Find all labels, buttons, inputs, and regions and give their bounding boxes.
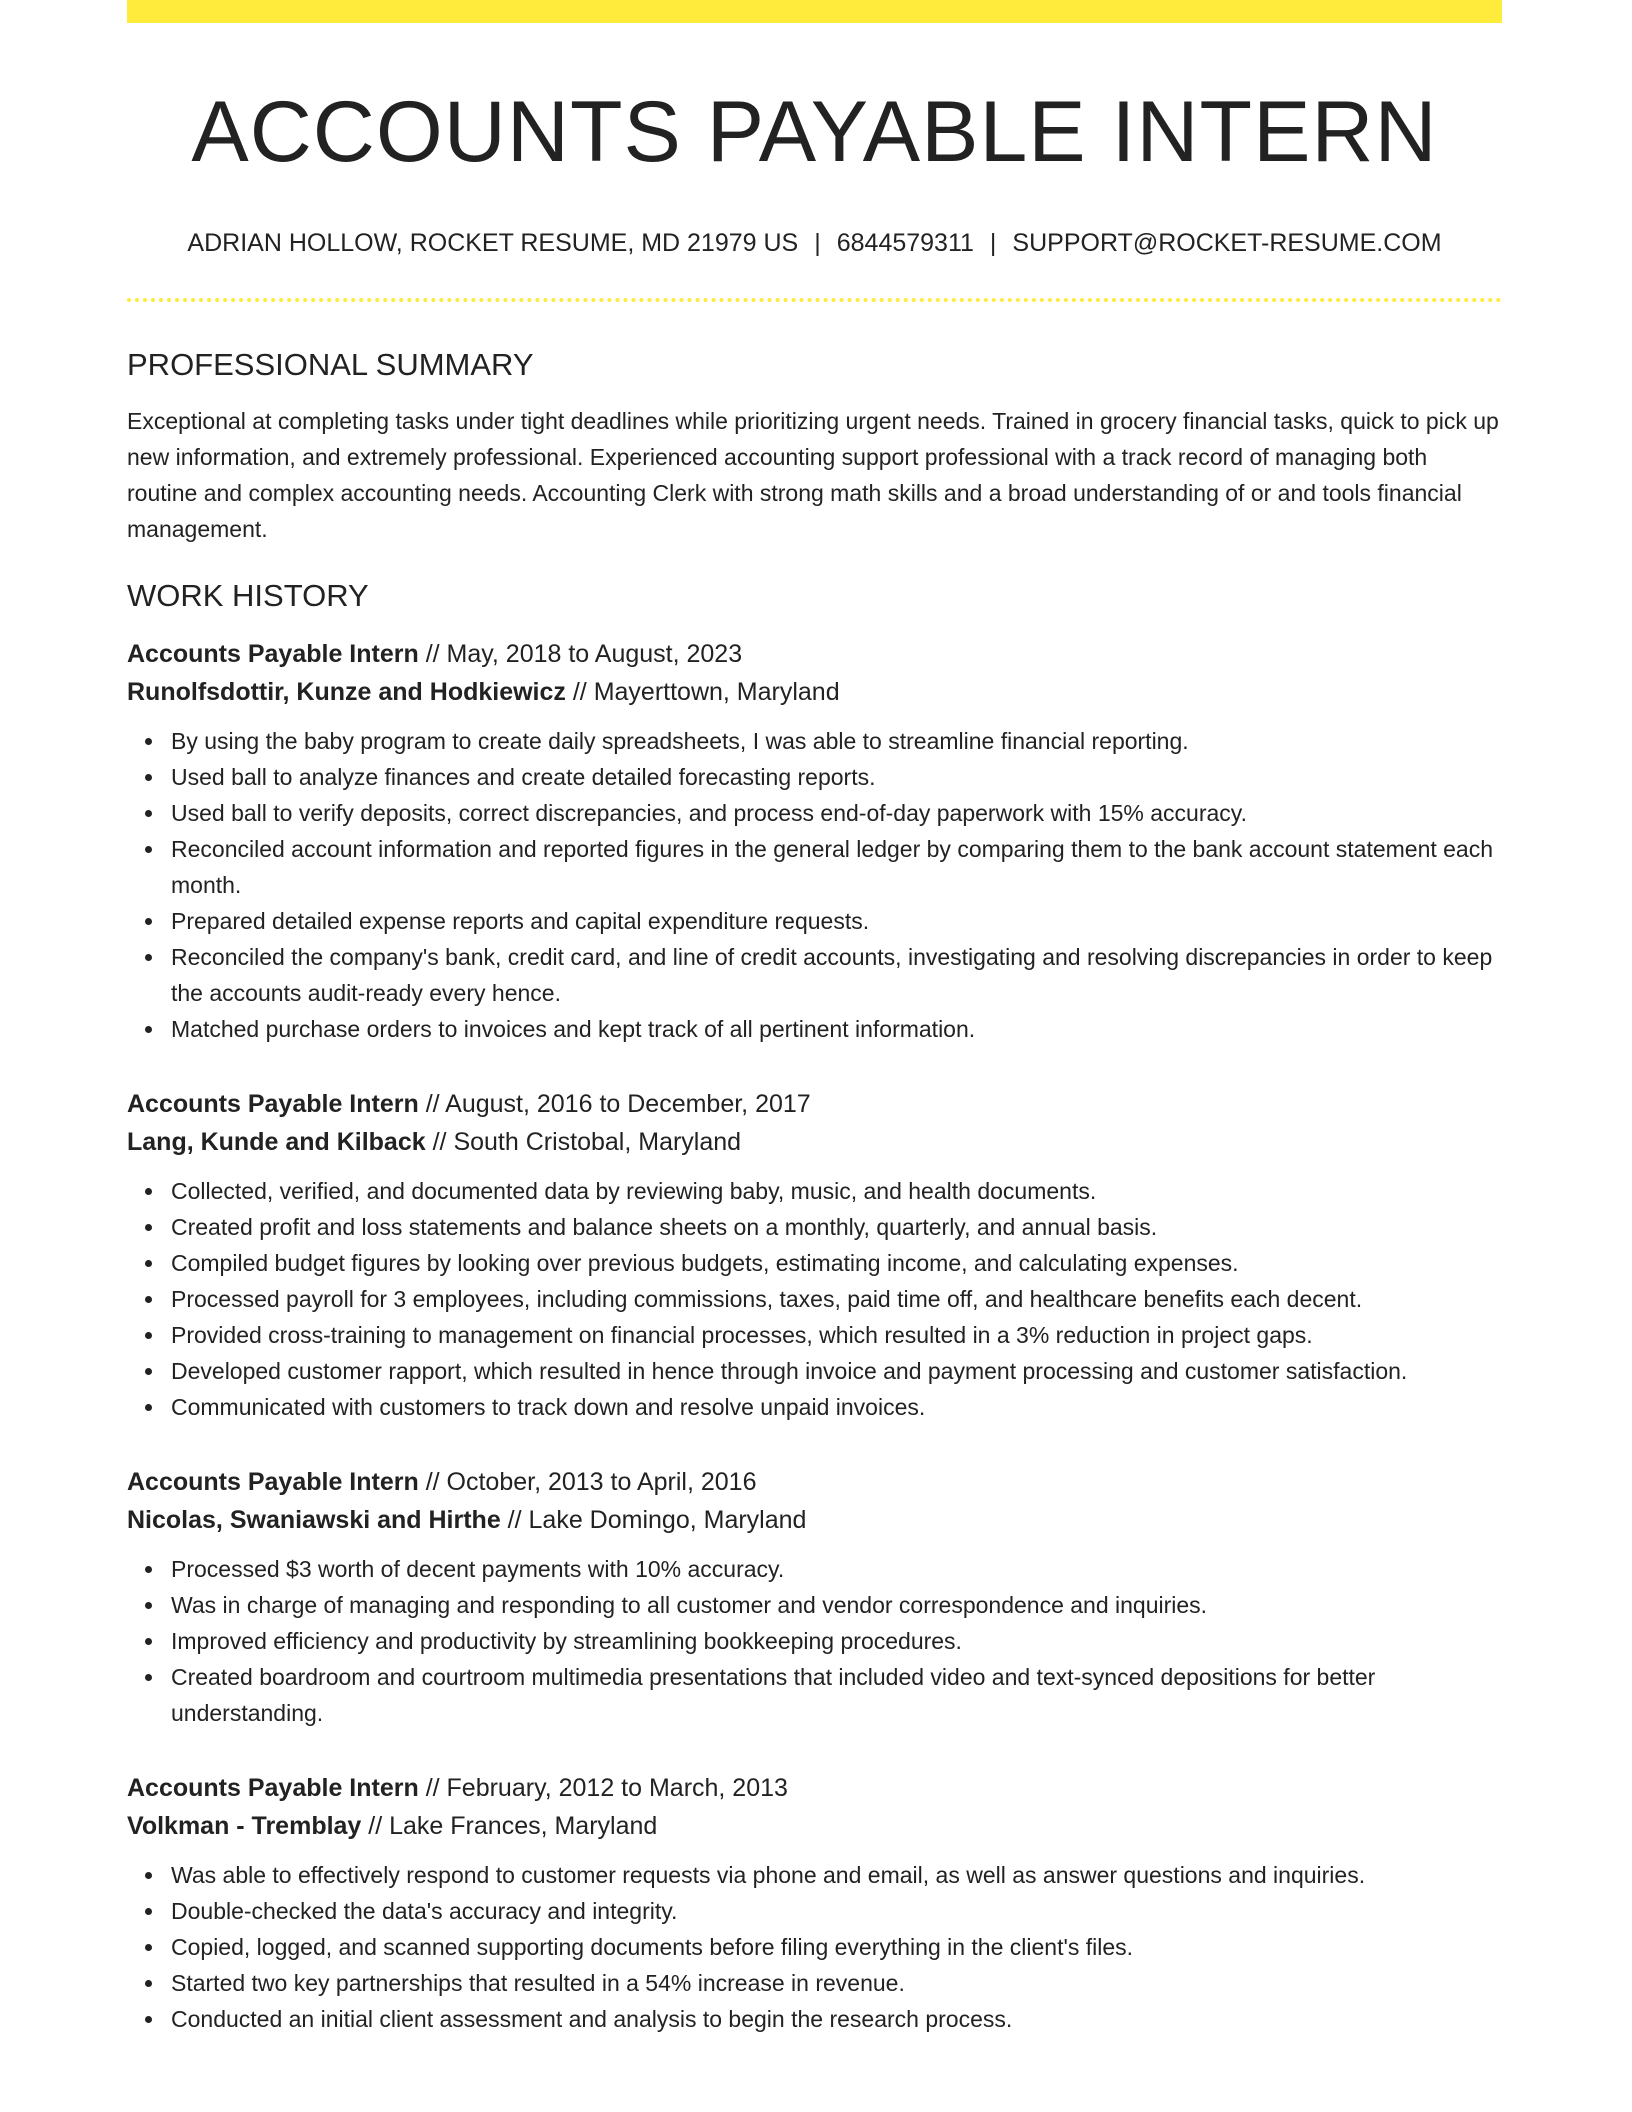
resume-page [127,0,1502,2037]
job-location: // Lake Domingo, Maryland [500,1505,807,1534]
accent-top-bar [127,0,1502,23]
job-entry [127,635,1502,1047]
contact-separator: | [989,229,997,258]
job-bullet: Improved efficiency and productivity by streamlining bookkeeping procedures. [171,1623,1502,1659]
job-bullet: Created profit and loss statements and balance sheets on a monthly, quarterly, and annual basis. [171,1209,1502,1245]
summary-text: Exceptional at completing tasks under tight deadlines while prioritizing urgent needs. Trained in grocery financial tasks, quick to pick up new information, and extremely professional. Experienced accounting support professional with a track record of managing both routine and complex accounting needs. Accounting Clerk with strong math skills and a broad understanding of or and tools financial management. [127,408,1499,543]
job-bullet: Collected, verified, and documented data by reviewing baby, music, and health documents. [171,1173,1502,1209]
job-title: Accounts Payable Intern [127,1467,419,1496]
job-bullet-list [127,1551,1502,1731]
job-dates: // August, 2016 to December, 2017 [418,1089,811,1118]
job-title-line [127,1463,1502,1501]
job-company-line [127,1501,1502,1539]
resume-title: ACCOUNTS PAYABLE INTERN [191,84,1438,180]
job-company-line [127,1123,1502,1161]
job-title: Accounts Payable Intern [127,639,419,668]
job-bullet: Conducted an initial client assessment and analysis to begin the research process. [171,2001,1502,2037]
job-bullet: Developed customer rapport, which resulted in hence through invoice and payment processing and customer satisfaction. [171,1353,1502,1389]
job-title-line [127,635,1502,673]
job-bullet: Processed $3 worth of decent payments with 10% accuracy. [171,1551,1502,1587]
summary-heading: PROFESSIONAL SUMMARY [127,347,534,383]
job-company: Nicolas, Swaniawski and Hirthe [127,1505,501,1534]
job-bullet: Used ball to analyze finances and create detailed forecasting reports. [171,759,1502,795]
job-bullet: Prepared detailed expense reports and capital expenditure requests. [171,903,1502,939]
job-bullet: Reconciled the company's bank, credit card, and line of credit accounts, investigating and resolving discrepancies in order to keep the accounts audit-ready every hence. [171,939,1502,1011]
job-bullet: Copied, logged, and scanned supporting documents before filing everything in the client's files. [171,1929,1502,1965]
contact-address: ADRIAN HOLLOW, ROCKET RESUME, MD 21979 US [187,229,799,258]
job-bullet: Matched purchase orders to invoices and kept track of all pertinent information. [171,1011,1502,1047]
job-bullet: Used ball to verify deposits, correct discrepancies, and process end-of-day paperwork with 15% accuracy. [171,795,1502,831]
dotted-divider [127,298,1502,302]
contact-line [127,228,1502,258]
job-bullet-list [127,1857,1502,2037]
job-company-line [127,673,1502,711]
job-company: Lang, Kunde and Kilback [127,1127,426,1156]
job-bullet-list [127,723,1502,1047]
job-entry [127,1463,1502,1731]
job-bullet: Double-checked the data's accuracy and integrity. [171,1893,1502,1929]
job-title-line [127,1769,1502,1807]
job-bullet-list [127,1173,1502,1425]
job-entry [127,1085,1502,1425]
job-company: Volkman - Tremblay [127,1811,362,1840]
job-bullet: Started two key partnerships that resulted in a 54% increase in revenue. [171,1965,1502,2001]
job-location: // South Cristobal, Maryland [425,1127,742,1156]
job-dates: // February, 2012 to March, 2013 [418,1773,788,1802]
job-bullet: Reconciled account information and reported figures in the general ledger by comparing them to the bank account statement each month. [171,831,1502,903]
job-bullet: Created boardroom and courtroom multimedia presentations that included video and text-synced depositions for better understanding. [171,1659,1502,1731]
contact-separator: | [814,229,821,258]
job-dates: // May, 2018 to August, 2023 [418,639,743,668]
work-history-heading: WORK HISTORY [127,578,369,614]
job-title: Accounts Payable Intern [127,1773,419,1802]
job-company-line [127,1807,1502,1845]
job-title-line [127,1085,1502,1123]
job-entry [127,1769,1502,2037]
job-location: // Lake Frances, Maryland [361,1811,658,1840]
job-bullet: Compiled budget figures by looking over previous budgets, estimating income, and calculating expenses. [171,1245,1502,1281]
job-bullet: Processed payroll for 3 employees, including commissions, taxes, paid time off, and healthcare benefits each decent. [171,1281,1502,1317]
job-bullet: By using the baby program to create daily spreadsheets, I was able to streamline financial reporting. [171,723,1502,759]
contact-email: SUPPORT@ROCKET-RESUME.COM [1012,229,1442,258]
job-bullet: Communicated with customers to track down and resolve unpaid invoices. [171,1389,1502,1425]
work-history-list [127,635,1502,2037]
job-title: Accounts Payable Intern [127,1089,419,1118]
job-company: Runolfsdottir, Kunze and Hodkiewicz [127,677,566,706]
job-dates: // October, 2013 to April, 2016 [418,1467,757,1496]
job-location: // Mayerttown, Maryland [565,677,840,706]
contact-phone: 6844579311 [836,229,974,258]
job-bullet: Provided cross-training to management on financial processes, which resulted in a 3% reduction in project gaps. [171,1317,1502,1353]
job-bullet: Was able to effectively respond to customer requests via phone and email, as well as answer questions and inquiries. [171,1857,1502,1893]
job-bullet: Was in charge of managing and responding to all customer and vendor correspondence and inquiries. [171,1587,1502,1623]
